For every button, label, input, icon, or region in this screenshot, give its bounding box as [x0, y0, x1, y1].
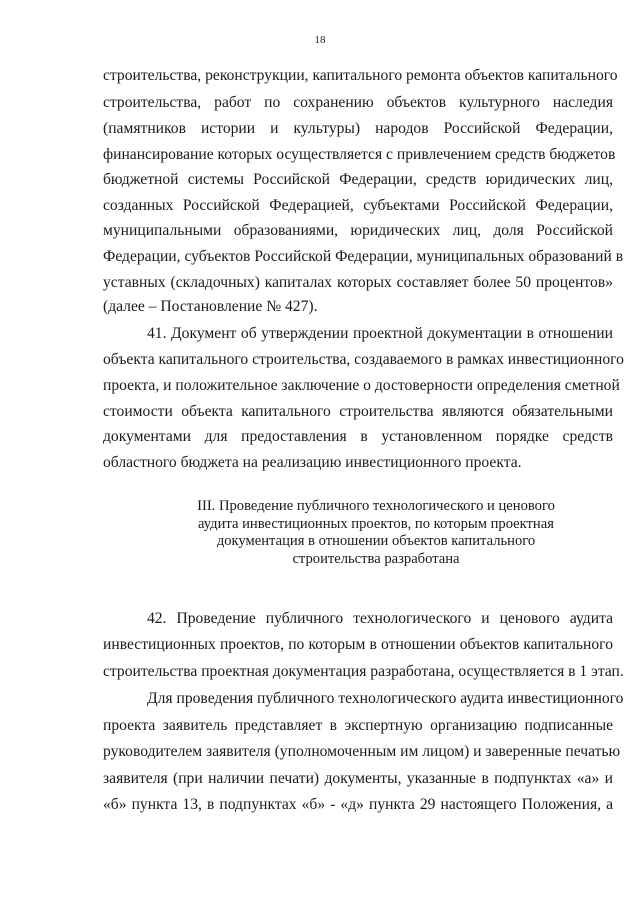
- text-line: уставных (складочных) капиталах которых составляет более 50 процентов»: [103, 274, 613, 291]
- paragraph-audit-first-line: Для проведения публичного технологического аудита инвестиционного: [147, 690, 624, 707]
- section-heading-line: аудита инвестиционных проектов, по которым проектная: [198, 516, 554, 532]
- text-line: строительства, реконструкции, капитального ремонта объектов капитального: [103, 67, 618, 84]
- text-line: проекта, и положительное заключение о достоверности определения сметной: [103, 377, 620, 394]
- text-line: строительства, работ по сохранению объектов культурного наследия: [103, 94, 613, 111]
- text-line: финансирование которых осуществляется с привлечением средств бюджетов: [103, 146, 616, 163]
- section-heading-line: строительства разработана: [292, 551, 460, 567]
- text-line: объекта капитального строительства, создаваемого в рамках инвестиционного: [103, 351, 624, 368]
- section-heading-line: III. Проведение публичного технологического и ценового: [197, 498, 555, 514]
- paragraph-41-first-line: 41. Документ об утверждении проектной документации в отношении: [147, 325, 613, 342]
- text-line: заявителя (при наличии печати) документы, указанные в подпунктах «а» и: [103, 770, 613, 787]
- text-line: стоимости объекта капитального строительства являются обязательными: [103, 403, 613, 420]
- text-line: бюджетной системы Российской Федерации, средств юридических лиц,: [103, 171, 613, 188]
- text-line: (далее – Постановление № 427).: [103, 298, 318, 315]
- text-line: Федерации, субъектов Российской Федерации, муниципальных образований в: [103, 248, 624, 265]
- paragraph-42-first-line: 42. Проведение публичного технологического и ценового аудита: [147, 610, 613, 627]
- text-line: созданных Российской Федерацией, субъектами Российской Федерации,: [103, 197, 613, 214]
- text-line: областного бюджета на реализацию инвестиционного проекта.: [103, 454, 522, 471]
- text-line: руководителем заявителя (уполномоченным им лицом) и заверенные печатью: [103, 743, 621, 760]
- text-line: инвестиционных проектов, по которым в отношении объектов капитального: [103, 636, 613, 653]
- text-line: муниципальными образованиями, юридических лиц, доля Российской: [103, 222, 613, 239]
- section-heading-line: документация в отношении объектов капитального: [216, 533, 536, 549]
- text-line: строительства проектная документация разработана, осуществляется в 1 этап.: [103, 663, 624, 680]
- text-line: (памятников истории и культуры) народов Российской Федерации,: [103, 120, 613, 137]
- text-line: «б» пункта 13, в подпунктах «б» - «д» пункта 29 настоящего Положения, а: [103, 796, 613, 813]
- text-line: документами для предоставления в установленном порядке средств: [103, 428, 613, 445]
- text-line: проекта заявитель представляет в экспертную организацию подписанные: [103, 717, 613, 734]
- page-number: 18: [314, 34, 326, 46]
